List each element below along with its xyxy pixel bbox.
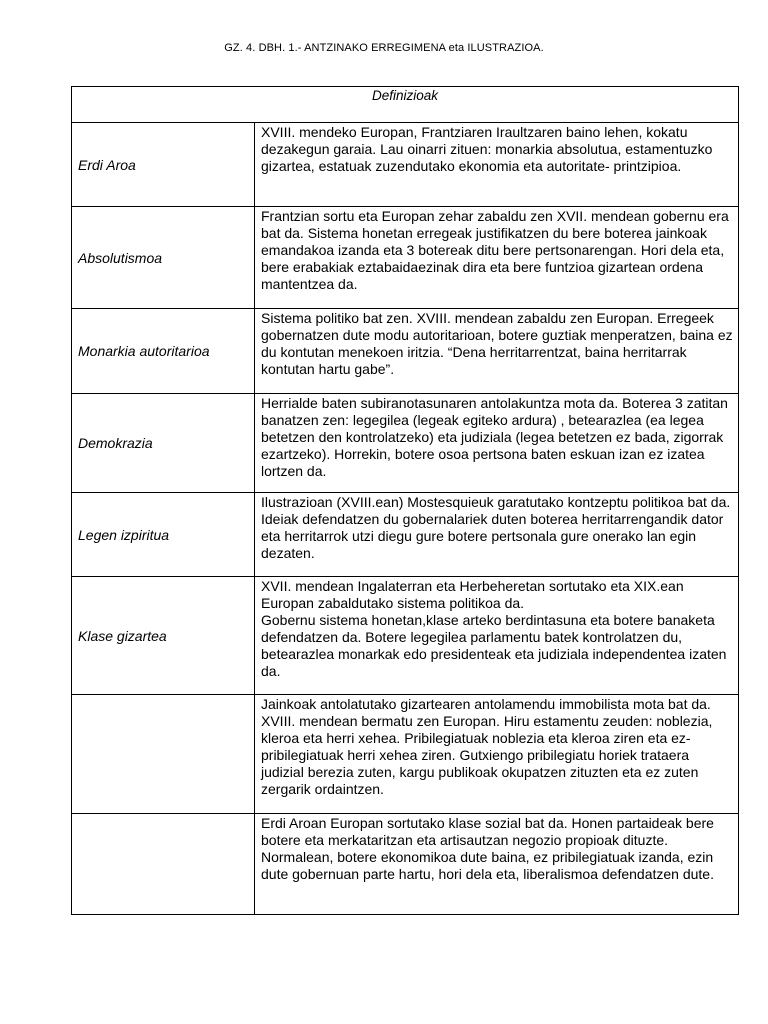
table-heading: Definizioak [72,87,739,123]
table-row [72,394,739,493]
term-cell: Monarkia autoritarioa [72,309,255,394]
definition-cell: Erdi Aroan Europan sortutako klase sozial bat da. Honen partaideak bere botere eta merkataritzan eta artisautzan negozio propioak dituzte. Normalean, botere ekonomikoa dute baina, ez pribilegiatuak izanda, ezin dute gobernuan parte hartu, hori dela eta, liberalismoa defendatzen dute. [255,814,739,915]
term-cell [72,814,255,915]
term-cell: Demokrazia [72,394,255,493]
definition-cell: Herrialde baten subiranotasunaren antolakuntza mota da. Boterea 3 zatitan banatzen zen: legegilea (legeak egiteko ardura) , betearazlea (ea legea betetzen den kontrolatzeko) eta judiziala (legea betetzen ez bada, zigorrak ezartzeko). Horrekin, botere osoa pertsona baten eskuan izan ez izatea lortzen da. [255,394,739,493]
definition-cell: Ilustrazioan (XVIII.ean) Mostesquieuk garatutako kontzeptu politikoa bat da. Ideiak defendatzen du gobernalariek duten boterea herritarrengandik dator eta herritarrok utzi diegu gure botere pertsonala gure onerako lan egin dezaten. [255,493,739,577]
document-header: GZ. 4. DBH. 1.- ANTZINAKO ERREGIMENA eta ILUSTRAZIOA. [224,42,544,54]
definition-cell: Jainkoak antolatutako gizartearen antolamendu immobilista mota bat da. XVIII. mendean bermatu zen Europan. Hiru estamentu zeuden: noblezia, kleroa eta herri xehea. Pribilegiatuak noblezia eta kleroa ziren eta ez-pribilegiatuak herri xehea ziren. Gutxiengo pribilegiatu horiek trataera judizial berezia zuten, kargu publikoak okupatzen zituzten eta ez zuten zergarik ordaintzen. [255,695,739,814]
table-row [72,493,739,577]
table-row [72,123,739,207]
table-header-row [72,87,739,123]
definition-cell: XVIII. mendeko Europan, Frantziaren Iraultzaren baino lehen, kokatu dezakegun garaia. Lau oinarri zituen: monarkia absolutua, estamentuzko gizartea, estatuak zuzendutako ekonomia eta autoritate- printzipioa. [255,123,739,207]
table-row [72,207,739,309]
definition-cell: Frantzian sortu eta Europan zehar zabaldu zen XVII. mendean gobernu era bat da. Sistema honetan erregeak justifikatzen du bere boterea jainkoak emandakoa izanda eta 3 botereak ditu bere pertsonarengan. Hori dela eta, bere erabakiak eztabaidaezinak dira eta bere funtzioa gizartean ordena mantentzea da. [255,207,739,309]
definitions-table [71,86,739,915]
term-cell: Erdi Aroa [72,123,255,207]
definition-cell: XVII. mendean Ingalaterran eta Herbeheretan sortutako eta XIX.ean Europan zabaldutako sistema politikoa da. Gobernu sistema honetan,klase arteko berdintasuna eta botere banaketa defendatzen da. Botere legegilea parlamentu batek kontrolatzen du, betearazlea monarkak edo presidenteak eta judiziala independentea izaten da. [255,577,739,695]
table-row [72,577,739,695]
table-row [72,309,739,394]
term-cell [72,695,255,814]
term-cell: Klase gizartea [72,577,255,695]
definition-cell: Sistema politiko bat zen. XVIII. mendean zabaldu zen Europan. Erregeek gobernatzen dute modu autoritarioan, botere guztiak menperatzen, baina ez du kontutan menekoen iritzia. “Dena herritarrentzat, baina herritarrak kontutan hartu gabe”. [255,309,739,394]
table-row [72,695,739,814]
table-row [72,814,739,915]
term-cell: Legen izpiritua [72,493,255,577]
term-cell: Absolutismoa [72,207,255,309]
